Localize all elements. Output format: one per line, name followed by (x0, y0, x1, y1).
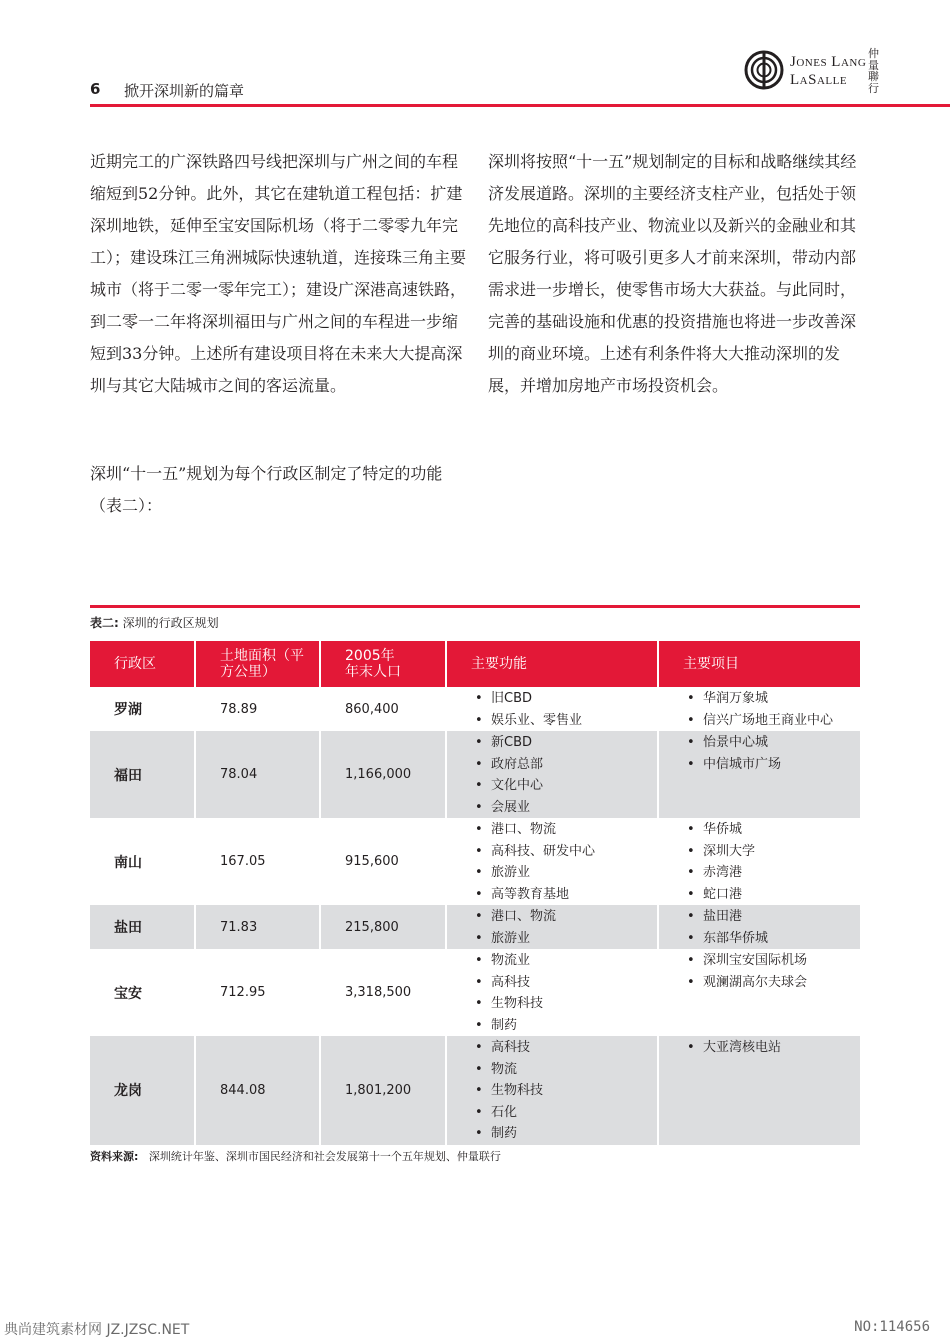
function-item: • 会展业 (475, 797, 657, 819)
cell-projects (658, 818, 860, 905)
function-item: • 娱乐业、零售业 (475, 710, 657, 732)
cell-projects (658, 905, 860, 949)
source-text: 深圳统计年鉴、深圳市国民经济和社会发展第十一个五年规划、仲量联行 (148, 1150, 501, 1163)
function-item: • 港口、物流 (475, 819, 657, 841)
table-row (90, 1036, 860, 1145)
header-population: 2005年年末人口 (320, 641, 446, 687)
company-logo (744, 47, 884, 98)
header-functions: 主要功能 (446, 641, 658, 687)
cell-district: 盐田 (90, 905, 195, 949)
project-item: • 深圳宝安国际机场 (687, 950, 860, 972)
function-item: • 高科技、研发中心 (475, 841, 657, 863)
cell-population: 215,800 (320, 905, 446, 949)
function-item: • 旅游业 (475, 928, 657, 950)
table-row (90, 905, 860, 949)
cell-area: 71.83 (195, 905, 320, 949)
cell-district: 福田 (90, 731, 195, 818)
function-item: • 生物科技 (475, 1080, 657, 1102)
cell-population: 860,400 (320, 687, 446, 731)
project-item: • 观澜湖高尔夫球会 (687, 972, 860, 994)
project-item: • 信兴广场地王商业中心 (687, 710, 860, 732)
table-row (90, 818, 860, 905)
table-row (90, 949, 860, 1036)
function-item: • 高科技 (475, 972, 657, 994)
cell-area: 844.08 (195, 1036, 320, 1145)
cell-functions (446, 818, 658, 905)
project-item: • 华润万象城 (687, 688, 860, 710)
function-item: • 制药 (475, 1123, 657, 1145)
cell-population: 1,801,200 (320, 1036, 446, 1145)
cell-district: 南山 (90, 818, 195, 905)
function-item: • 高等教育基地 (475, 884, 657, 906)
cell-area: 78.04 (195, 731, 320, 818)
logo-wordmark (790, 53, 866, 89)
function-item: • 文化中心 (475, 775, 657, 797)
cell-area: 712.95 (195, 949, 320, 1036)
footer-site-name: 典尚建筑素材网 JZ.JZSC.NET (4, 1322, 190, 1338)
cell-population: 1,166,000 (320, 731, 446, 818)
footer-number: NO:114656 (854, 1319, 930, 1335)
function-item: • 物流 (475, 1059, 657, 1081)
function-item: • 制药 (475, 1015, 657, 1037)
table-source (90, 1148, 501, 1164)
function-item: • 石化 (475, 1102, 657, 1124)
logo-emblem-icon (744, 50, 784, 90)
right-paragraph-1: 深圳将按照“十一五”规划制定的目标和战略继续其经济发展道路。深圳的主要经济支柱产业，包括处于领先地位的高科技产业、物流业以及新兴的金融业和其它服务行业，将可吸引更多人才前来深圳，带动内部需求进一步增长，使零售市场大大获益。与此同时，完善的基础设施和优惠的投资措施也将进一步改善深圳的商业环境。上述有利条件将大大推动深圳的发展，并增加房地产市场投资机会。 (488, 152, 857, 395)
logo-line2: LaSalle (790, 72, 848, 88)
cell-projects (658, 687, 860, 731)
cell-population: 3,318,500 (320, 949, 446, 1036)
project-item: • 大亚湾核电站 (687, 1037, 860, 1059)
table-top-divider (90, 605, 860, 608)
cell-functions (446, 687, 658, 731)
project-item: • 中信城市广场 (687, 754, 860, 776)
cell-projects (658, 731, 860, 818)
project-item: • 怡景中心城 (687, 732, 860, 754)
function-item: • 物流业 (475, 950, 657, 972)
cell-district: 龙岗 (90, 1036, 195, 1145)
cell-functions (446, 1036, 658, 1145)
project-item: • 赤湾港 (687, 862, 860, 884)
district-table (90, 641, 860, 1145)
table-row (90, 687, 860, 731)
section-title: 掀开深圳新的篇章 (124, 82, 245, 100)
page-number: 6 (90, 80, 101, 98)
project-item: • 华侨城 (687, 819, 860, 841)
cell-functions (446, 731, 658, 818)
project-item: • 盐田港 (687, 906, 860, 928)
function-item: • 旧CBD (475, 688, 657, 710)
function-item: • 旅游业 (475, 862, 657, 884)
function-item: • 新CBD (475, 732, 657, 754)
cell-functions (446, 949, 658, 1036)
left-paragraph-2: 深圳“十一五”规划为每个行政区制定了特定的功能（表二）： (90, 464, 443, 515)
cell-district: 宝安 (90, 949, 195, 1036)
cell-projects (658, 1036, 860, 1145)
function-item: • 生物科技 (475, 993, 657, 1015)
logo-chinese-name: 仲量聯行 (868, 47, 879, 95)
table-header-row (90, 641, 860, 687)
cell-population: 915,600 (320, 818, 446, 905)
header-projects: 主要项目 (658, 641, 860, 687)
project-item: • 东部华侨城 (687, 928, 860, 950)
logo-line1: Jones Lang (790, 54, 867, 70)
project-item: • 深圳大学 (687, 841, 860, 863)
header-district: 行政区 (90, 641, 195, 687)
table-caption (90, 614, 219, 631)
table-caption-text: 深圳的行政区规划 (122, 616, 219, 630)
cell-district: 罗湖 (90, 687, 195, 731)
function-item: • 港口、物流 (475, 906, 657, 928)
project-item: • 蛇口港 (687, 884, 860, 906)
cell-area: 167.05 (195, 818, 320, 905)
table-caption-label: 表二: (90, 616, 119, 630)
source-label: 资料来源: (90, 1150, 139, 1163)
cell-area: 78.89 (195, 687, 320, 731)
function-item: • 高科技 (475, 1037, 657, 1059)
cell-projects (658, 949, 860, 1036)
table-row (90, 731, 860, 818)
header-area: 土地面积（平方公里） (195, 641, 320, 687)
left-paragraph-1: 近期完工的广深铁路四号线把深圳与广州之间的车程缩短到52分钟。此外，其它在建轨道工程包括：扩建深圳地铁，延伸至宝安国际机场（将于二零零九年完工）；建设珠江三角洲城际快速轨道，连接珠三角主要城市（将于二零一零年完工）；建设广深港高速铁路，到二零一二年将深圳福田与广州之间的车程进一步缩短到33分钟。上述所有建设项目将在未来大大提高深圳与其它大陆城市之间的客运流量。 (90, 152, 467, 395)
function-item: • 政府总部 (475, 754, 657, 776)
cell-functions (446, 905, 658, 949)
header-divider (90, 104, 950, 107)
